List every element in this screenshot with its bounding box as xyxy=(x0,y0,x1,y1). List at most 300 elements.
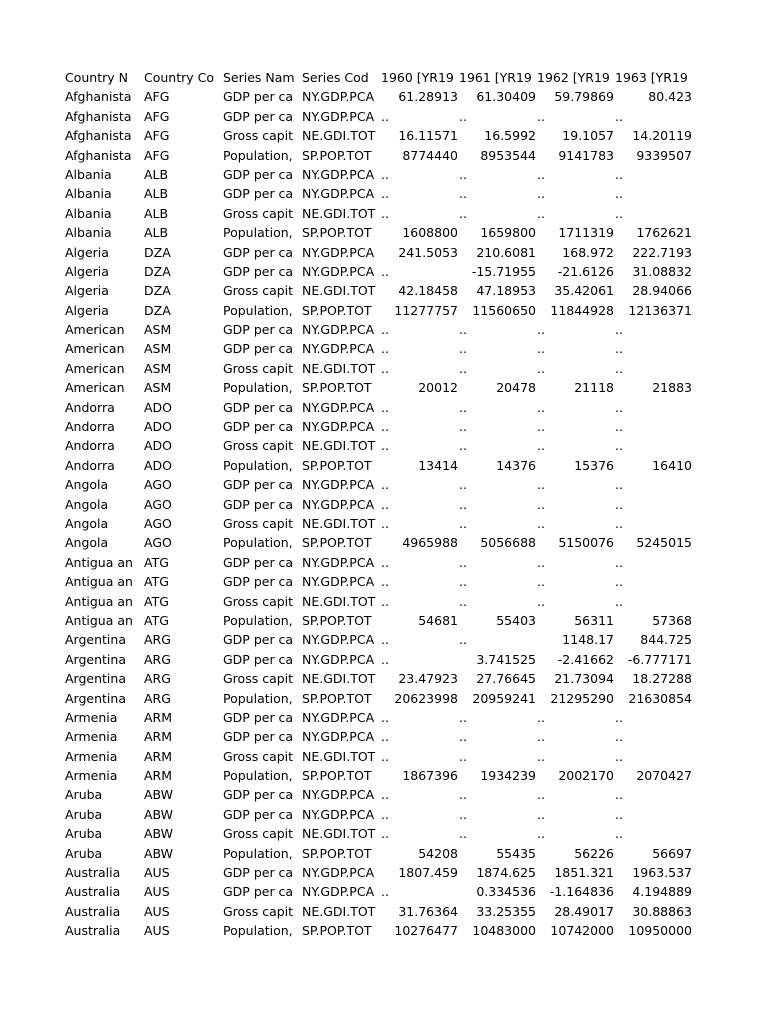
table-cell[interactable]: NE.GDI.TOT xyxy=(302,903,376,919)
table-cell[interactable]: ADO xyxy=(144,438,173,454)
table-cell[interactable]: .. xyxy=(459,108,467,124)
header-cell[interactable]: Country Co xyxy=(144,70,215,85)
table-cell[interactable]: .. xyxy=(537,166,545,182)
table-cell[interactable]: GDP per ca xyxy=(223,322,294,338)
table-cell[interactable]: .. xyxy=(381,574,389,590)
table-cell[interactable]: Aruba xyxy=(65,806,103,822)
table-cell[interactable]: .. xyxy=(615,166,623,182)
table-cell[interactable]: GDP per ca xyxy=(223,419,294,435)
table-cell[interactable]: ATG xyxy=(144,593,169,609)
table-cell[interactable]: DZA xyxy=(144,244,171,260)
table-cell[interactable]: SP.POP.TOT xyxy=(302,612,372,628)
table-cell[interactable]: 1608800 xyxy=(402,225,458,241)
table-cell[interactable]: 20012 xyxy=(418,380,458,396)
table-cell[interactable]: .. xyxy=(537,205,545,221)
table-cell[interactable]: GDP per ca xyxy=(223,263,294,279)
table-cell[interactable]: Gross capit xyxy=(223,438,294,454)
table-cell[interactable]: 2070427 xyxy=(636,768,692,784)
table-cell[interactable]: 10483000 xyxy=(472,923,536,939)
table-cell[interactable]: Gross capit xyxy=(223,515,294,531)
table-cell[interactable]: 8953544 xyxy=(480,147,536,163)
table-cell[interactable]: .. xyxy=(459,496,467,512)
table-cell[interactable]: 13414 xyxy=(418,457,458,473)
table-cell[interactable]: AFG xyxy=(144,89,170,105)
table-cell[interactable]: 20478 xyxy=(496,380,536,396)
header-cell[interactable]: Country N xyxy=(65,70,128,85)
table-cell[interactable]: ARG xyxy=(144,671,171,687)
table-cell[interactable]: 11277757 xyxy=(394,302,458,318)
table-cell[interactable]: Angola xyxy=(65,477,109,493)
table-cell[interactable]: SP.POP.TOT xyxy=(302,923,372,939)
table-cell[interactable]: 55403 xyxy=(496,612,536,628)
table-cell[interactable]: .. xyxy=(537,496,545,512)
table-cell[interactable]: NY.GDP.PCA xyxy=(302,865,375,881)
table-cell[interactable]: Australia xyxy=(65,923,121,939)
table-cell[interactable]: .. xyxy=(381,438,389,454)
table-cell[interactable]: .. xyxy=(537,709,545,725)
table-cell[interactable]: AFG xyxy=(144,147,170,163)
table-cell[interactable]: .. xyxy=(381,186,389,202)
table-cell[interactable]: NY.GDP.PCA xyxy=(302,419,375,435)
table-cell[interactable]: NE.GDI.TOT xyxy=(302,128,376,144)
table-cell[interactable]: ATG xyxy=(144,554,169,570)
table-cell[interactable]: SP.POP.TOT xyxy=(302,302,372,318)
table-cell[interactable]: .. xyxy=(615,186,623,202)
table-cell[interactable]: Population, xyxy=(223,768,293,784)
table-cell[interactable]: 16410 xyxy=(652,457,692,473)
table-cell[interactable]: .. xyxy=(381,360,389,376)
table-cell[interactable]: .. xyxy=(615,787,623,803)
table-cell[interactable]: .. xyxy=(615,806,623,822)
table-cell[interactable]: Angola xyxy=(65,535,109,551)
table-cell[interactable]: Antigua an xyxy=(65,612,133,628)
table-cell[interactable]: .. xyxy=(615,360,623,376)
table-cell[interactable]: ADO xyxy=(144,457,173,473)
table-cell[interactable]: Armenia xyxy=(65,709,118,725)
table-cell[interactable]: .. xyxy=(615,108,623,124)
table-cell[interactable]: .. xyxy=(537,360,545,376)
table-cell[interactable]: ASM xyxy=(144,322,172,338)
table-cell[interactable]: GDP per ca xyxy=(223,865,294,881)
table-cell[interactable]: 9141783 xyxy=(558,147,614,163)
table-cell[interactable]: .. xyxy=(381,419,389,435)
table-cell[interactable]: Gross capit xyxy=(223,593,294,609)
table-cell[interactable]: NE.GDI.TOT xyxy=(302,593,376,609)
table-cell[interactable]: NY.GDP.PCA xyxy=(302,399,375,415)
table-cell[interactable]: .. xyxy=(459,826,467,842)
table-cell[interactable]: .. xyxy=(381,108,389,124)
table-cell[interactable]: Australia xyxy=(65,903,121,919)
header-cell[interactable]: 1962 [YR19 xyxy=(537,70,610,85)
table-cell[interactable]: 80.423 xyxy=(648,89,692,105)
table-cell[interactable]: Algeria xyxy=(65,244,109,260)
table-cell[interactable]: NE.GDI.TOT xyxy=(302,205,376,221)
table-cell[interactable]: 28.94066 xyxy=(632,283,692,299)
table-cell[interactable]: American xyxy=(65,322,125,338)
table-cell[interactable]: ARG xyxy=(144,690,171,706)
table-cell[interactable]: .. xyxy=(537,515,545,531)
table-cell[interactable]: 31.08832 xyxy=(632,263,692,279)
table-cell[interactable]: Gross capit xyxy=(223,128,294,144)
table-cell[interactable]: Algeria xyxy=(65,263,109,279)
table-cell[interactable]: 14.20119 xyxy=(632,128,692,144)
table-cell[interactable]: .. xyxy=(381,322,389,338)
table-cell[interactable]: .. xyxy=(459,574,467,590)
table-cell[interactable]: 222.7193 xyxy=(632,244,692,260)
table-cell[interactable]: GDP per ca xyxy=(223,89,294,105)
table-cell[interactable]: 18.27288 xyxy=(632,671,692,687)
table-cell[interactable]: Angola xyxy=(65,496,109,512)
table-cell[interactable]: Afghanista xyxy=(65,128,132,144)
table-cell[interactable]: Armenia xyxy=(65,729,118,745)
table-cell[interactable]: .. xyxy=(615,709,623,725)
table-cell[interactable]: 14376 xyxy=(496,457,536,473)
table-cell[interactable]: GDP per ca xyxy=(223,496,294,512)
table-cell[interactable]: .. xyxy=(537,574,545,590)
table-cell[interactable]: Aruba xyxy=(65,826,103,842)
table-cell[interactable]: SP.POP.TOT xyxy=(302,768,372,784)
table-cell[interactable]: American xyxy=(65,360,125,376)
table-cell[interactable]: Gross capit xyxy=(223,826,294,842)
table-cell[interactable]: AUS xyxy=(144,923,170,939)
table-cell[interactable]: .. xyxy=(381,806,389,822)
table-cell[interactable]: Population, xyxy=(223,612,293,628)
table-cell[interactable]: 23.47923 xyxy=(398,671,458,687)
table-cell[interactable]: .. xyxy=(459,341,467,357)
table-cell[interactable]: GDP per ca xyxy=(223,632,294,648)
table-cell[interactable]: Albania xyxy=(65,166,112,182)
table-cell[interactable]: 27.76645 xyxy=(476,671,536,687)
table-cell[interactable]: 5245015 xyxy=(636,535,692,551)
table-cell[interactable]: .. xyxy=(537,438,545,454)
table-cell[interactable]: .. xyxy=(381,477,389,493)
table-cell[interactable]: 59.79869 xyxy=(554,89,614,105)
table-cell[interactable]: .. xyxy=(381,554,389,570)
table-cell[interactable]: 16.11571 xyxy=(398,128,458,144)
table-cell[interactable]: -2.41662 xyxy=(557,651,614,667)
table-cell[interactable]: .. xyxy=(615,748,623,764)
table-cell[interactable]: ALB xyxy=(144,225,169,241)
table-cell[interactable]: SP.POP.TOT xyxy=(302,225,372,241)
table-cell[interactable]: NE.GDI.TOT xyxy=(302,826,376,842)
table-cell[interactable]: .. xyxy=(381,399,389,415)
table-cell[interactable]: NY.GDP.PCA xyxy=(302,186,375,202)
table-cell[interactable]: Gross capit xyxy=(223,903,294,919)
table-cell[interactable]: ABW xyxy=(144,806,174,822)
table-cell[interactable]: 56697 xyxy=(652,845,692,861)
header-cell[interactable]: Series Nam xyxy=(223,70,295,85)
table-cell[interactable]: Population, xyxy=(223,457,293,473)
table-cell[interactable]: .. xyxy=(615,729,623,745)
table-cell[interactable]: 47.18953 xyxy=(476,283,536,299)
table-cell[interactable]: NE.GDI.TOT xyxy=(302,283,376,299)
table-cell[interactable]: .. xyxy=(459,729,467,745)
table-cell[interactable]: NY.GDP.PCA xyxy=(302,806,375,822)
table-cell[interactable]: .. xyxy=(615,322,623,338)
table-cell[interactable]: 35.42061 xyxy=(554,283,614,299)
table-cell[interactable]: Afghanista xyxy=(65,108,132,124)
table-cell[interactable]: 61.30409 xyxy=(476,89,536,105)
table-cell[interactable]: Gross capit xyxy=(223,283,294,299)
table-cell[interactable]: AUS xyxy=(144,903,170,919)
table-cell[interactable]: AGO xyxy=(144,477,172,493)
table-cell[interactable]: 33.25355 xyxy=(476,903,536,919)
table-cell[interactable]: .. xyxy=(381,205,389,221)
table-cell[interactable]: Argentina xyxy=(65,632,126,648)
table-cell[interactable]: American xyxy=(65,341,125,357)
table-cell[interactable]: .. xyxy=(615,399,623,415)
table-cell[interactable]: Algeria xyxy=(65,283,109,299)
table-cell[interactable]: .. xyxy=(537,322,545,338)
table-cell[interactable]: 4965988 xyxy=(402,535,458,551)
table-cell[interactable]: .. xyxy=(459,593,467,609)
table-cell[interactable]: NE.GDI.TOT xyxy=(302,515,376,531)
table-cell[interactable]: NY.GDP.PCA xyxy=(302,496,375,512)
table-cell[interactable]: .. xyxy=(381,651,389,667)
table-cell[interactable]: .. xyxy=(615,515,623,531)
table-cell[interactable]: ARG xyxy=(144,632,171,648)
table-cell[interactable]: GDP per ca xyxy=(223,884,294,900)
table-cell[interactable]: ABW xyxy=(144,845,174,861)
table-cell[interactable]: Argentina xyxy=(65,671,126,687)
table-cell[interactable]: AFG xyxy=(144,108,170,124)
table-cell[interactable]: .. xyxy=(615,205,623,221)
table-cell[interactable]: 21.73094 xyxy=(554,671,614,687)
table-cell[interactable]: NE.GDI.TOT xyxy=(302,748,376,764)
table-cell[interactable]: .. xyxy=(537,748,545,764)
table-cell[interactable]: .. xyxy=(381,748,389,764)
table-cell[interactable]: .. xyxy=(381,787,389,803)
table-cell[interactable]: -1.164836 xyxy=(549,884,614,900)
table-cell[interactable]: 1963.537 xyxy=(632,865,692,881)
table-cell[interactable]: NY.GDP.PCA xyxy=(302,729,375,745)
table-cell[interactable]: Population, xyxy=(223,535,293,551)
table-cell[interactable]: .. xyxy=(537,593,545,609)
table-cell[interactable]: 168.972 xyxy=(562,244,614,260)
table-cell[interactable]: .. xyxy=(459,554,467,570)
table-cell[interactable]: 21630854 xyxy=(628,690,692,706)
header-cell[interactable]: 1963 [YR19 xyxy=(615,70,688,85)
table-cell[interactable]: .. xyxy=(381,632,389,648)
table-cell[interactable]: 241.5053 xyxy=(398,244,458,260)
table-cell[interactable]: ARM xyxy=(144,709,173,725)
table-cell[interactable]: 8774440 xyxy=(402,147,458,163)
table-cell[interactable]: ARG xyxy=(144,651,171,667)
table-cell[interactable]: GDP per ca xyxy=(223,108,294,124)
table-cell[interactable]: .. xyxy=(459,748,467,764)
table-cell[interactable]: 1659800 xyxy=(480,225,536,241)
table-cell[interactable]: 42.18458 xyxy=(398,283,458,299)
table-cell[interactable]: GDP per ca xyxy=(223,574,294,590)
table-cell[interactable]: .. xyxy=(381,729,389,745)
table-cell[interactable]: 54208 xyxy=(418,845,458,861)
table-cell[interactable]: Population, xyxy=(223,225,293,241)
table-cell[interactable]: .. xyxy=(537,477,545,493)
header-cell[interactable]: 1961 [YR19 xyxy=(459,70,532,85)
table-cell[interactable]: 31.76364 xyxy=(398,903,458,919)
table-cell[interactable]: SP.POP.TOT xyxy=(302,535,372,551)
table-cell[interactable]: Antigua an xyxy=(65,593,133,609)
table-cell[interactable]: NY.GDP.PCA xyxy=(302,341,375,357)
table-cell[interactable]: Afghanista xyxy=(65,89,132,105)
table-cell[interactable]: Australia xyxy=(65,865,121,881)
table-cell[interactable]: ARM xyxy=(144,748,173,764)
table-cell[interactable]: NY.GDP.PCA xyxy=(302,709,375,725)
table-cell[interactable]: ALB xyxy=(144,166,169,182)
table-cell[interactable]: Angola xyxy=(65,515,109,531)
table-cell[interactable]: ARM xyxy=(144,729,173,745)
table-cell[interactable]: .. xyxy=(537,419,545,435)
table-cell[interactable]: 20959241 xyxy=(472,690,536,706)
table-cell[interactable]: Population, xyxy=(223,845,293,861)
table-cell[interactable]: 11844928 xyxy=(550,302,614,318)
table-cell[interactable]: Argentina xyxy=(65,690,126,706)
table-cell[interactable]: Afghanista xyxy=(65,147,132,163)
table-cell[interactable]: .. xyxy=(537,729,545,745)
table-cell[interactable]: NY.GDP.PCA xyxy=(302,89,375,105)
table-cell[interactable]: ALB xyxy=(144,186,169,202)
table-cell[interactable]: GDP per ca xyxy=(223,477,294,493)
table-cell[interactable]: SP.POP.TOT xyxy=(302,457,372,473)
header-cell[interactable]: 1960 [YR19 xyxy=(381,70,454,85)
table-cell[interactable]: .. xyxy=(615,574,623,590)
table-cell[interactable]: 28.49017 xyxy=(554,903,614,919)
table-cell[interactable]: NY.GDP.PCA xyxy=(302,632,375,648)
table-cell[interactable]: GDP per ca xyxy=(223,186,294,202)
table-cell[interactable]: 10742000 xyxy=(550,923,614,939)
table-cell[interactable]: Gross capit xyxy=(223,748,294,764)
table-cell[interactable]: 16.5992 xyxy=(484,128,536,144)
table-cell[interactable]: .. xyxy=(615,593,623,609)
table-cell[interactable]: Population, xyxy=(223,923,293,939)
table-cell[interactable]: .. xyxy=(615,438,623,454)
table-cell[interactable]: SP.POP.TOT xyxy=(302,147,372,163)
table-cell[interactable]: .. xyxy=(615,554,623,570)
table-cell[interactable]: 10950000 xyxy=(628,923,692,939)
table-cell[interactable]: .. xyxy=(459,787,467,803)
table-cell[interactable]: .. xyxy=(459,515,467,531)
table-cell[interactable]: ABW xyxy=(144,826,174,842)
table-cell[interactable]: ADO xyxy=(144,419,173,435)
table-cell[interactable]: GDP per ca xyxy=(223,709,294,725)
table-cell[interactable]: .. xyxy=(459,438,467,454)
table-cell[interactable]: NE.GDI.TOT xyxy=(302,438,376,454)
table-cell[interactable]: .. xyxy=(381,496,389,512)
table-cell[interactable]: ABW xyxy=(144,787,174,803)
table-cell[interactable]: .. xyxy=(381,341,389,357)
table-cell[interactable]: 19.1057 xyxy=(562,128,614,144)
table-cell[interactable]: Aruba xyxy=(65,787,103,803)
table-cell[interactable]: Gross capit xyxy=(223,360,294,376)
table-cell[interactable]: NY.GDP.PCA xyxy=(302,554,375,570)
table-cell[interactable]: NY.GDP.PCA xyxy=(302,787,375,803)
table-cell[interactable]: AGO xyxy=(144,535,172,551)
table-cell[interactable]: .. xyxy=(537,554,545,570)
table-cell[interactable]: .. xyxy=(459,205,467,221)
table-cell[interactable]: AUS xyxy=(144,865,170,881)
table-cell[interactable]: Antigua an xyxy=(65,574,133,590)
table-cell[interactable]: ATG xyxy=(144,574,169,590)
table-cell[interactable]: GDP per ca xyxy=(223,166,294,182)
table-cell[interactable]: DZA xyxy=(144,283,171,299)
table-cell[interactable]: .. xyxy=(381,263,389,279)
table-cell[interactable]: .. xyxy=(537,787,545,803)
table-cell[interactable]: 56226 xyxy=(574,845,614,861)
table-cell[interactable]: NY.GDP.PCA xyxy=(302,263,375,279)
table-cell[interactable]: Antigua an xyxy=(65,554,133,570)
table-cell[interactable]: Andorra xyxy=(65,457,115,473)
table-cell[interactable]: Andorra xyxy=(65,438,115,454)
table-cell[interactable]: SP.POP.TOT xyxy=(302,380,372,396)
table-cell[interactable]: 844.725 xyxy=(640,632,692,648)
table-cell[interactable]: Albania xyxy=(65,225,112,241)
table-cell[interactable]: 1762621 xyxy=(636,225,692,241)
table-cell[interactable]: DZA xyxy=(144,263,171,279)
table-cell[interactable]: American xyxy=(65,380,125,396)
table-cell[interactable]: .. xyxy=(459,709,467,725)
table-cell[interactable]: NY.GDP.PCA xyxy=(302,477,375,493)
table-cell[interactable]: 30.88863 xyxy=(632,903,692,919)
table-cell[interactable]: GDP per ca xyxy=(223,341,294,357)
table-cell[interactable]: Population, xyxy=(223,380,293,396)
table-cell[interactable]: .. xyxy=(537,399,545,415)
table-cell[interactable]: .. xyxy=(459,632,467,648)
table-cell[interactable]: .. xyxy=(615,496,623,512)
table-cell[interactable]: 9339507 xyxy=(636,147,692,163)
table-cell[interactable]: .. xyxy=(615,826,623,842)
table-cell[interactable]: 21118 xyxy=(574,380,614,396)
table-cell[interactable]: Population, xyxy=(223,147,293,163)
table-cell[interactable]: 5056688 xyxy=(480,535,536,551)
table-cell[interactable]: GDP per ca xyxy=(223,244,294,260)
table-cell[interactable]: .. xyxy=(615,419,623,435)
table-cell[interactable]: 5150076 xyxy=(558,535,614,551)
table-cell[interactable]: ASM xyxy=(144,341,172,357)
table-cell[interactable]: ASM xyxy=(144,380,172,396)
table-cell[interactable]: .. xyxy=(381,826,389,842)
table-cell[interactable]: .. xyxy=(381,593,389,609)
table-cell[interactable]: 54681 xyxy=(418,612,458,628)
table-cell[interactable]: NY.GDP.PCA xyxy=(302,574,375,590)
table-cell[interactable]: AGO xyxy=(144,496,172,512)
table-cell[interactable]: NY.GDP.PCA xyxy=(302,166,375,182)
table-cell[interactable]: .. xyxy=(537,826,545,842)
header-cell[interactable]: Series Cod xyxy=(302,70,369,85)
table-cell[interactable]: NE.GDI.TOT xyxy=(302,671,376,687)
table-cell[interactable]: .. xyxy=(537,341,545,357)
table-cell[interactable]: 2002170 xyxy=(558,768,614,784)
table-cell[interactable]: Algeria xyxy=(65,302,109,318)
table-cell[interactable]: Gross capit xyxy=(223,671,294,687)
table-cell[interactable]: 12136371 xyxy=(628,302,692,318)
table-cell[interactable]: Australia xyxy=(65,884,121,900)
table-cell[interactable]: .. xyxy=(459,360,467,376)
table-cell[interactable]: 1874.625 xyxy=(476,865,536,881)
table-cell[interactable]: 55435 xyxy=(496,845,536,861)
table-cell[interactable]: NY.GDP.PCA xyxy=(302,884,375,900)
table-cell[interactable]: .. xyxy=(459,186,467,202)
table-cell[interactable]: Population, xyxy=(223,690,293,706)
table-cell[interactable]: Andorra xyxy=(65,419,115,435)
table-cell[interactable]: -6.777171 xyxy=(627,651,692,667)
table-cell[interactable]: 21295290 xyxy=(550,690,614,706)
table-cell[interactable]: .. xyxy=(459,166,467,182)
table-cell[interactable]: .. xyxy=(459,477,467,493)
table-cell[interactable]: SP.POP.TOT xyxy=(302,845,372,861)
table-cell[interactable]: SP.POP.TOT xyxy=(302,690,372,706)
table-cell[interactable]: .. xyxy=(381,166,389,182)
table-cell[interactable]: .. xyxy=(537,108,545,124)
